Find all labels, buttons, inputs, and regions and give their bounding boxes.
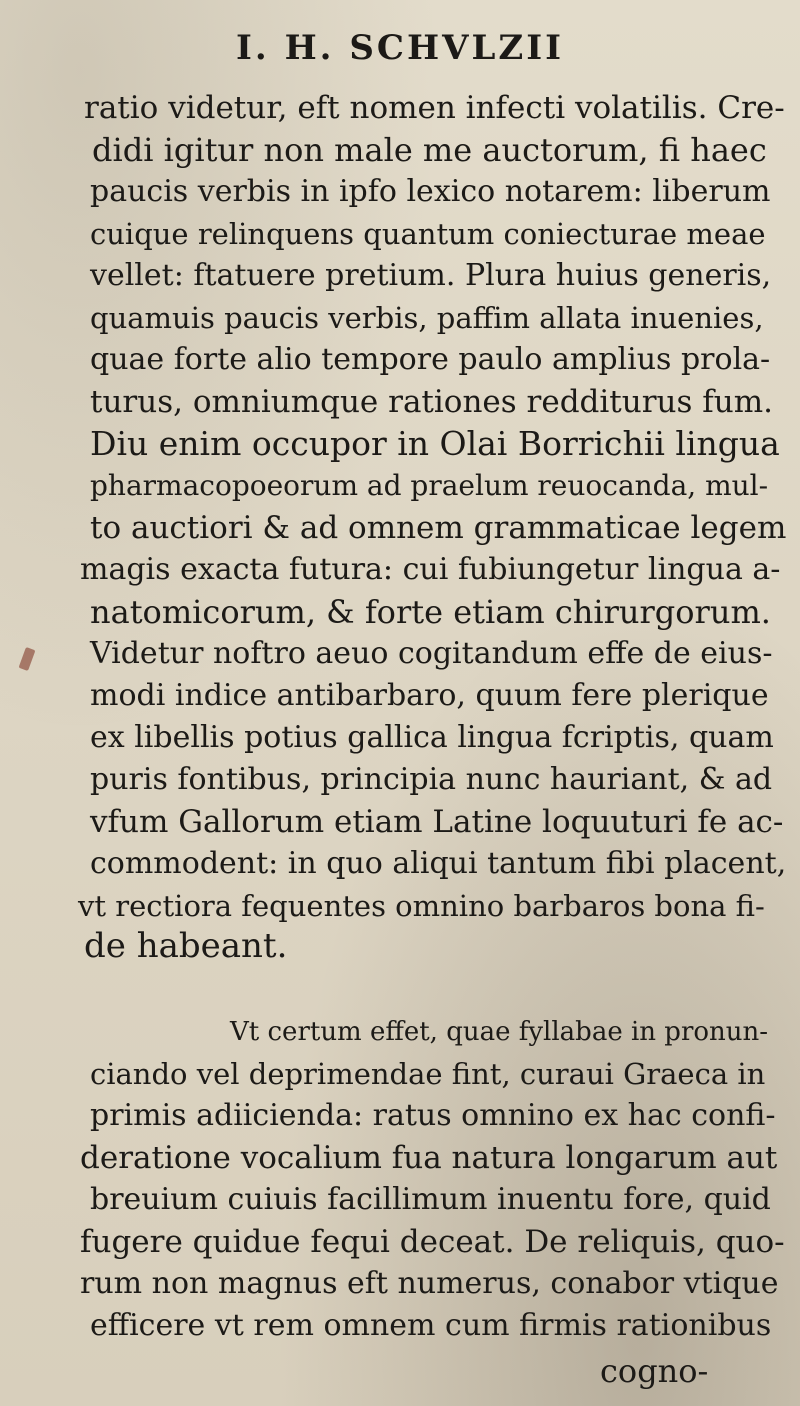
text-line: natomicorum, & forte etiam chirurgorum. bbox=[90, 593, 771, 631]
text-line: breuium cuiuis facillimum inuentu fore, quid bbox=[90, 1182, 771, 1217]
text-line: puris fontibus, principia nunc hauriant, & ad bbox=[90, 762, 773, 797]
running-head: I. H. SCHVLZII bbox=[235, 28, 565, 68]
text-line: cuique relinquens quantum coniecturae meae bbox=[90, 217, 766, 251]
margin-mark bbox=[19, 647, 36, 671]
catchword: cogno- bbox=[600, 1352, 709, 1390]
text-line: modi indice antibarbaro, quum fere plerique bbox=[90, 678, 769, 713]
text-line: Vt certum effet, quae fyllabae in pronun- bbox=[230, 1017, 769, 1047]
text-line: ciando vel deprimendae fint, curaui Graeca in bbox=[90, 1057, 766, 1091]
text-line: commodent: in quo aliqui tantum fibi placent, bbox=[90, 846, 787, 881]
text-line: fugere quidue fequi deceat. De reliquis, quo- bbox=[80, 1224, 785, 1260]
text-line: pharmacopoeorum ad praelum reuocanda, mul- bbox=[90, 469, 769, 502]
text-line: ex libellis potius gallica lingua fcriptis, quam bbox=[90, 720, 774, 755]
text-line: vellet: ftatuere pretium. Plura huius generis, bbox=[90, 258, 772, 293]
text-line: to auctiori & ad omnem grammaticae legem bbox=[90, 510, 787, 546]
text-line: primis adiicienda: ratus omnino ex hac confi- bbox=[90, 1098, 776, 1133]
text-line: magis exacta futura: cui fubiungetur lingua a- bbox=[80, 552, 781, 587]
text-line: rum non magnus eft numerus, conabor vtique bbox=[80, 1266, 779, 1301]
text-line: quae forte alio tempore paulo amplius prola- bbox=[90, 342, 771, 377]
text-line: quamuis paucis verbis, paffim allata inuenies, bbox=[90, 301, 764, 335]
text-line: vfum Gallorum etiam Latine loquuturi fe ac- bbox=[90, 804, 784, 840]
text-line: Videtur noftro aeuo cogitandum effe de eius- bbox=[90, 636, 773, 671]
text-line: turus, omniumque rationes redditurus fum. bbox=[90, 384, 773, 420]
text-line: deratione vocalium fua natura longarum aut bbox=[80, 1140, 778, 1176]
text-line: vt rectiora fequentes omnino barbaros bona fi- bbox=[78, 889, 765, 923]
text-line: ratio videtur, eft nomen infecti volatilis. Cre- bbox=[84, 90, 785, 126]
text-line: Diu enim occupor in Olai Borrichii lingua bbox=[90, 424, 780, 463]
text-line: de habeant. bbox=[84, 926, 288, 966]
text-line: paucis verbis in ipfo lexico notarem: liberum bbox=[90, 174, 771, 209]
text-line: didi igitur non male me auctorum, fi haec bbox=[92, 131, 767, 169]
text-line: efficere vt rem omnem cum firmis rationibus bbox=[90, 1308, 772, 1343]
